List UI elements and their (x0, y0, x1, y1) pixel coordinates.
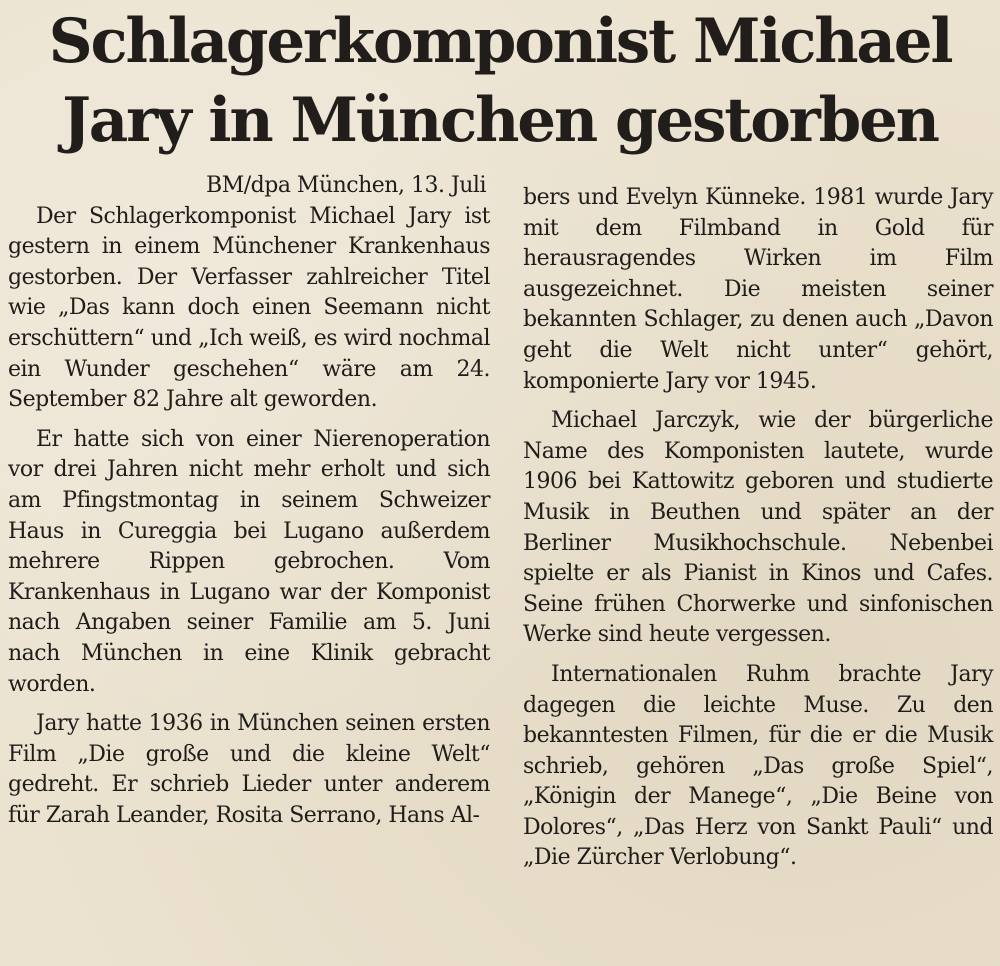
article-paragraph-3-continued: bers und Evelyn Künneke. 1981 wurde Jary mit dem Filmband in Gold für herausragendes Wirken im Film ausgezeichnet. Die meisten seiner bekannten Schlager, zu denen auch „Davon geht die Welt nicht unter“ gehört, komponierte Jary vor 1945. (523, 185, 993, 394)
dateline: BM/dpa München, 13. Juli (206, 173, 486, 198)
article-paragraph-1: Der Schlagerkomponist Michael Jary ist gestern in einem Münchener Krankenhaus gestorben. Der Verfasser zahlreicher Titel wie „Das kann doch einen Seemann nicht erschüttern“ und „Ich weiß, es wird nochmal ein Wunder geschehen“ wäre am 24. September 82 Jahre alt geworden. (8, 203, 490, 413)
article-column-left (8, 171, 490, 840)
headline (0, 2, 1000, 160)
article-column-right (523, 183, 993, 883)
headline-line-2: Jary in München gestorben (62, 85, 938, 156)
headline-line-1: Schlagerkomponist Michael (48, 6, 952, 77)
article-paragraph-2: Er hatte sich von einer Nierenoperation vor drei Jahren nicht mehr erholt und sich am Pfingstmontag in seinem Schweizer Haus in Cureggia bei Lugano außerdem mehrere Rippen gebrochen. Vom Krankenhaus in Lugano war der Komponist nach Angaben seiner Familie am 5. Juni nach München in eine Klinik gebracht worden. (8, 426, 490, 697)
article-paragraph-3: Jary hatte 1936 in München seinen ersten Film „Die große und die kleine Welt“ gedreht. Er schrieb Lieder unter anderem für Zarah Leander, Rosita Serrano, Hans Al- (8, 711, 490, 828)
article-paragraph-4: Michael Jarczyk, wie der bürgerliche Name des Komponisten lautete, wurde 1906 bei Kattowitz geboren und studierte Musik in Beuthen und später an der Berliner Musikhochschule. Nebenbei spielte er als Pianist in Kinos und Cafes. Seine frühen Chorwerke und sinfonischen Werke sind heute vergessen. (523, 408, 993, 648)
article-paragraph-5: Internationalen Ruhm brachte Jary dagegen die leichte Muse. Zu den bekanntesten Filmen, für die er die Musik schrieb, gehören „Das große Spiel“, „Königin der Manege“, „Die Beine von Dolores“, „Das Herz von Sankt Pauli“ und „Die Zürcher Verlobung“. (523, 661, 993, 871)
